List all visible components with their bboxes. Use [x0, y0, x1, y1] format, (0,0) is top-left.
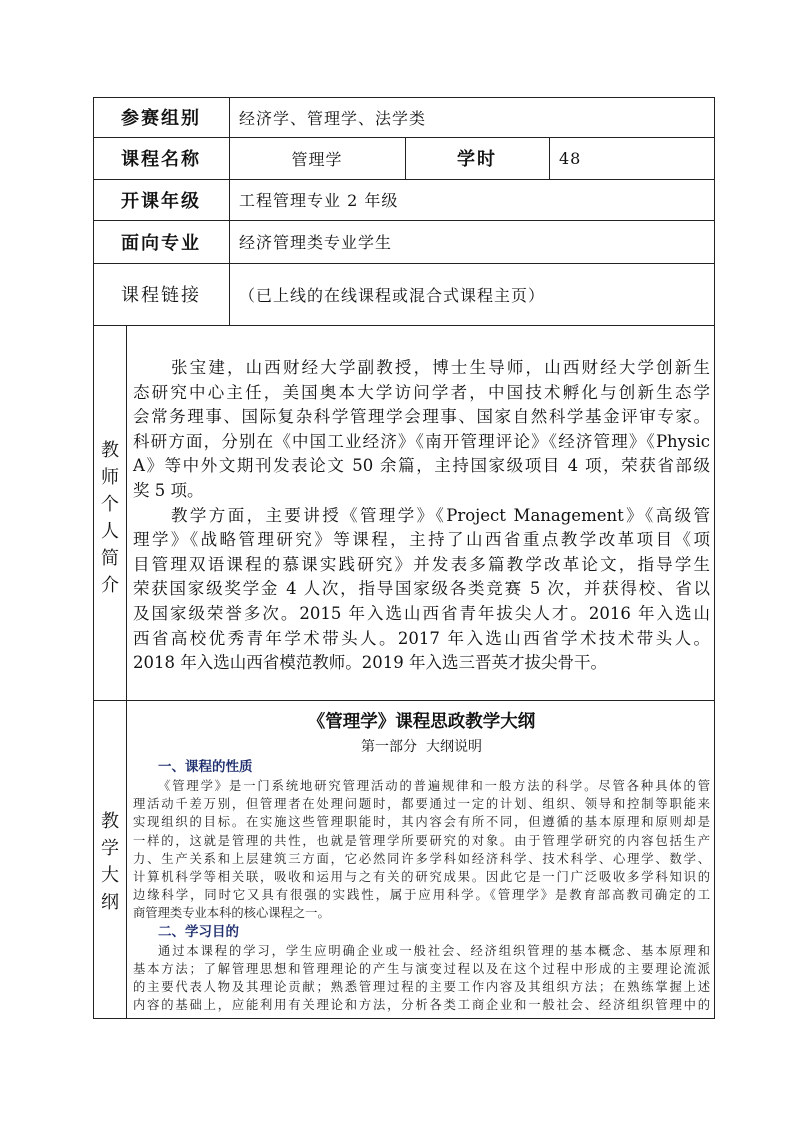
hours-label: 学时	[405, 137, 550, 180]
bio-line: 科研方面，分别在《中国工业经济》《南开管理评论》《经济管理》《Physic	[133, 431, 710, 451]
label-char: 学	[101, 838, 119, 859]
label-char: 教	[101, 811, 119, 832]
label-char: 教	[101, 440, 119, 461]
text-line: 边缘科学，同时它又具有很强的实践性，属于应用科学。《管理学》是教育部高教司确定的工	[133, 888, 710, 903]
bio-line: 西省高校优秀青年学术带头人。2017 年入选山西省学术技术带头人。	[133, 628, 710, 648]
course-name-label: 课程名称	[93, 137, 230, 180]
major-value: 经济管理类专业学生	[229, 220, 715, 264]
teacher-bio	[133, 356, 710, 676]
text-line: 理活动千差万别，但管理者在处理问题时，都要通过一定的计划、组织、领导和控制等职能来	[133, 797, 710, 812]
group-value: 经济学、管理学、法学类	[229, 97, 715, 138]
grade-value: 工程管理专业 2 年级	[229, 179, 715, 221]
syllabus-content	[133, 708, 710, 1014]
group-label: 参赛组别	[93, 97, 230, 138]
grade-label: 开课年级	[93, 179, 230, 221]
text-line: 内容的基础上，应能利用有关理论和方法，分析各类工商企业和一般社会、经济组织管理中的	[133, 998, 710, 1013]
label-char: 简	[101, 548, 119, 569]
label-char: 纲	[101, 892, 119, 913]
text-line: 实现组织的目标。在实施这些管理职能时，其内容会有所不同，但遵循的基本原理和原则却是	[133, 815, 710, 830]
label-char: 介	[101, 575, 119, 596]
course-link-label: 课程链接	[93, 263, 230, 326]
teacher-label	[100, 437, 120, 599]
label-char: 师	[101, 467, 119, 488]
bio-line: 理学》《战略管理研究》等课程，主持了山西省重点教学改革项目《项	[133, 530, 710, 550]
major-label: 面向专业	[93, 220, 230, 264]
bio-line: 态研究中心主任，美国奥本大学访问学者，中国技术孵化与创新生态学	[133, 382, 710, 402]
syllabus-subtitle: 第一部分 大纲说明	[361, 739, 482, 755]
hours-value: 48	[549, 137, 715, 180]
section-heading: 二、学习目的	[158, 923, 239, 940]
section-heading: 一、课程的性质	[158, 759, 253, 775]
label-char: 个	[101, 494, 119, 515]
syllabus-title: 《管理学》课程思政教学大纲	[307, 712, 536, 732]
label-char: 大	[101, 865, 119, 886]
bio-line: 奖 5 项。	[133, 480, 204, 500]
text-line: 的主要代表人物及其理论贡献；熟悉管理过程的主要工作内容及其组织方法；在熟练掌握上述	[133, 979, 710, 994]
text-line: 《管理学》是一门系统地研究管理活动的普遍规律和一般方法的科学。尽管各种具体的管	[158, 779, 710, 793]
bio-line: 教学方面，主要讲授《管理学》《Project Management》《高级管	[171, 505, 710, 525]
text-line: 一样的，这就是管理的共性，也就是管理学所要研究的对象。由于管理学研究的内容包括生产	[133, 833, 710, 848]
course-link-value: （已上线的在线课程或混合式课程主页）	[229, 263, 715, 326]
course-name-value: 管理学	[229, 137, 406, 180]
bio-line: 目管理双语课程的慕课实践研究》并发表多篇教学改革论文，指导学生	[133, 554, 710, 574]
bio-line: 2018 年入选山西省模范教师。2019 年入选三晋英才拔尖骨干。	[133, 653, 607, 673]
bio-line: 荣获国家级奖学金 4 人次，指导国家级各类竞赛 5 次，并获得校、省以	[133, 579, 710, 599]
text-line: 通过本课程的学习，学生应明确企业或一般社会、经济组织管理的基本概念、基本原理和	[158, 943, 710, 958]
label-char: 人	[101, 521, 119, 542]
bio-line: 会常务理事、国际复杂科学管理学会理事、国家自然科学基金评审专家。	[133, 407, 710, 427]
bio-line: 及国家级荣誉多次。2015 年入选山西省青年拔尖人才。2016 年入选山	[133, 603, 710, 623]
text-line: 力、生产关系和上层建筑三方面，它必然同许多学科如经济科学、技术科学、心理学、数学、	[133, 851, 710, 866]
text-line: 基本方法；了解管理思想和管理理论的产生与演变过程以及在这个过程中形成的主要理论流派	[133, 961, 710, 976]
bio-line: 张宝建，山西财经大学副教授，博士生导师，山西财经大学创新生	[171, 358, 710, 377]
text-line: 计算机科学等相关联，吸收和运用与之有关的研究成果。因此它是一门广泛吸收多学科知识的	[133, 869, 710, 884]
syllabus-label	[100, 808, 120, 916]
text-line: 商管理类专业本科的核心课程之一。	[133, 906, 330, 921]
bio-line: A》等中外文期刊发表论文 50 余篇，主持国家级项目 4 项，荣获省部级	[133, 456, 710, 476]
